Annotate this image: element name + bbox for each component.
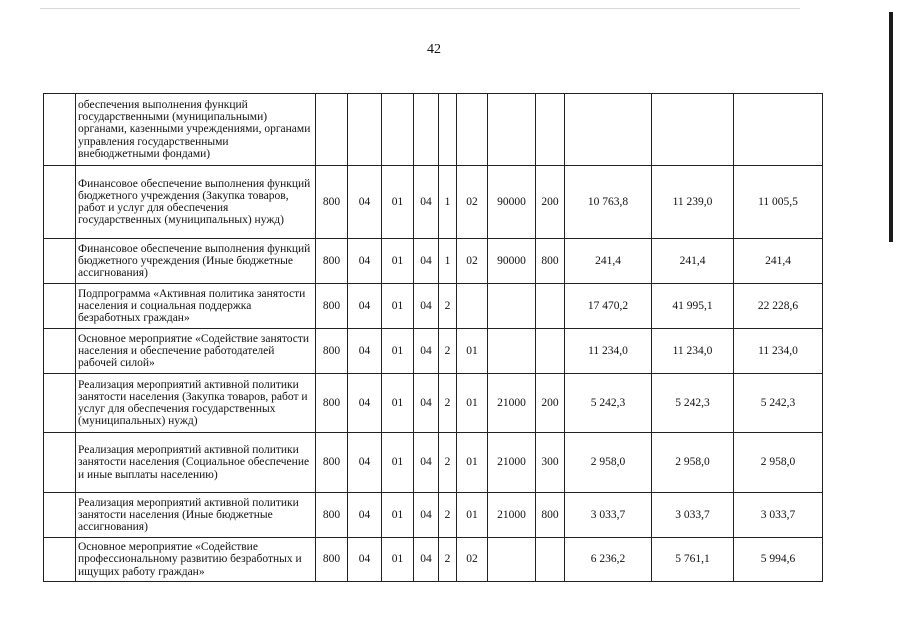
row-index-cell [44,94,76,166]
code-subprogram: 2 [439,329,457,374]
table-row [44,166,823,239]
code-program [414,94,439,166]
code-rz: 04 [348,538,382,582]
value-year-2: 241,4 [652,239,734,284]
table-row [44,493,823,538]
code-grbs: 800 [316,374,348,433]
value-year-1: 2 958,0 [565,433,652,493]
code-pr: 01 [382,239,414,284]
code-vr: 200 [536,166,565,239]
code-rz: 04 [348,239,382,284]
code-direction: 21000 [488,374,536,433]
value-year-2: 11 239,0 [652,166,734,239]
code-measure: 01 [457,329,488,374]
value-year-2: 2 958,0 [652,433,734,493]
code-measure [457,284,488,329]
code-program: 04 [414,284,439,329]
value-year-2 [652,94,734,166]
code-rz: 04 [348,433,382,493]
row-name: обеспечения выполнения функций государственными (муниципальными) органами, казенными учреждениями, органами управления государственными внебюджетными фондами) [76,94,316,166]
value-year-2: 41 995,1 [652,284,734,329]
code-program: 04 [414,329,439,374]
row-index-cell [44,493,76,538]
code-measure: 01 [457,433,488,493]
value-year-3: 5 242,3 [734,374,823,433]
row-index-cell [44,329,76,374]
value-year-2: 11 234,0 [652,329,734,374]
code-rz [348,94,382,166]
table-row [44,284,823,329]
code-grbs: 800 [316,284,348,329]
value-year-1: 17 470,2 [565,284,652,329]
table-row [44,239,823,284]
code-direction: 21000 [488,433,536,493]
row-index-cell [44,538,76,582]
code-grbs: 800 [316,329,348,374]
code-vr: 800 [536,239,565,284]
code-subprogram: 2 [439,284,457,329]
code-pr: 01 [382,284,414,329]
code-pr: 01 [382,433,414,493]
code-vr [536,284,565,329]
row-index-cell [44,433,76,493]
code-rz: 04 [348,166,382,239]
row-index-cell [44,374,76,433]
code-grbs: 800 [316,239,348,284]
value-year-1: 11 234,0 [565,329,652,374]
table-row [44,433,823,493]
code-program: 04 [414,433,439,493]
row-name: Реализация мероприятий активной политики занятости населения (Социальное обеспечение и иные выплаты населению) [76,433,316,493]
budget-table [43,93,823,582]
code-grbs: 800 [316,433,348,493]
value-year-3: 3 033,7 [734,493,823,538]
code-direction [488,94,536,166]
value-year-2: 5 242,3 [652,374,734,433]
row-name: Финансовое обеспечение выполнения функций бюджетного учреждения (Иные бюджетные ассигнования) [76,239,316,284]
code-direction: 21000 [488,493,536,538]
table-row [44,374,823,433]
value-year-3: 11 234,0 [734,329,823,374]
code-program: 04 [414,374,439,433]
code-direction [488,538,536,582]
value-year-1: 10 763,8 [565,166,652,239]
value-year-3: 11 005,5 [734,166,823,239]
code-grbs: 800 [316,493,348,538]
row-index-cell [44,166,76,239]
value-year-1: 6 236,2 [565,538,652,582]
code-pr: 01 [382,166,414,239]
row-name: Основное мероприятие «Содействие занятости населения и обеспечение работодателей рабочей силой» [76,329,316,374]
code-vr: 200 [536,374,565,433]
code-vr [536,329,565,374]
scan-edge-mark [889,12,893,242]
code-program: 04 [414,538,439,582]
value-year-1 [565,94,652,166]
row-index-cell [44,284,76,329]
code-measure [457,94,488,166]
code-program: 04 [414,493,439,538]
code-direction [488,329,536,374]
value-year-1: 241,4 [565,239,652,284]
code-direction: 90000 [488,239,536,284]
code-pr: 01 [382,329,414,374]
code-subprogram: 1 [439,239,457,284]
table-row [44,538,823,582]
value-year-3 [734,94,823,166]
code-rz: 04 [348,329,382,374]
scan-top-edge [40,8,800,9]
row-name: Финансовое обеспечение выполнения функций бюджетного учреждения (Закупка товаров, работ и услуг для обеспечения государственных (муниципальных) нужд) [76,166,316,239]
value-year-2: 5 761,1 [652,538,734,582]
code-rz: 04 [348,493,382,538]
code-program: 04 [414,166,439,239]
code-measure: 01 [457,374,488,433]
row-name: Реализация мероприятий активной политики занятости населения (Иные бюджетные ассигнования) [76,493,316,538]
value-year-1: 3 033,7 [565,493,652,538]
code-pr: 01 [382,374,414,433]
code-direction: 90000 [488,166,536,239]
row-name: Основное мероприятие «Содействие профессиональному развитию безработных и ищущих работу граждан» [76,538,316,582]
code-subprogram: 2 [439,538,457,582]
code-subprogram [439,94,457,166]
code-subprogram: 2 [439,433,457,493]
code-measure: 02 [457,239,488,284]
code-grbs: 800 [316,538,348,582]
code-pr: 01 [382,538,414,582]
code-program: 04 [414,239,439,284]
value-year-2: 3 033,7 [652,493,734,538]
value-year-3: 22 228,6 [734,284,823,329]
code-vr [536,94,565,166]
code-grbs [316,94,348,166]
value-year-3: 2 958,0 [734,433,823,493]
code-grbs: 800 [316,166,348,239]
table-row [44,329,823,374]
code-pr: 01 [382,493,414,538]
code-rz: 04 [348,284,382,329]
code-vr: 800 [536,493,565,538]
value-year-3: 5 994,6 [734,538,823,582]
row-name: Реализация мероприятий активной политики занятости населения (Закупка товаров, работ и услуг для обеспечения государственных (муниципальных) нужд) [76,374,316,433]
code-vr: 300 [536,433,565,493]
code-subprogram: 1 [439,166,457,239]
row-name: Подпрограмма «Активная политика занятости населения и социальная поддержка безработных граждан» [76,284,316,329]
page-number: 42 [427,42,441,57]
code-measure: 02 [457,538,488,582]
code-pr [382,94,414,166]
code-rz: 04 [348,374,382,433]
code-vr [536,538,565,582]
code-measure: 02 [457,166,488,239]
table-row [44,94,823,166]
row-index-cell [44,239,76,284]
value-year-3: 241,4 [734,239,823,284]
code-measure: 01 [457,493,488,538]
code-subprogram: 2 [439,374,457,433]
value-year-1: 5 242,3 [565,374,652,433]
code-subprogram: 2 [439,493,457,538]
code-direction [488,284,536,329]
